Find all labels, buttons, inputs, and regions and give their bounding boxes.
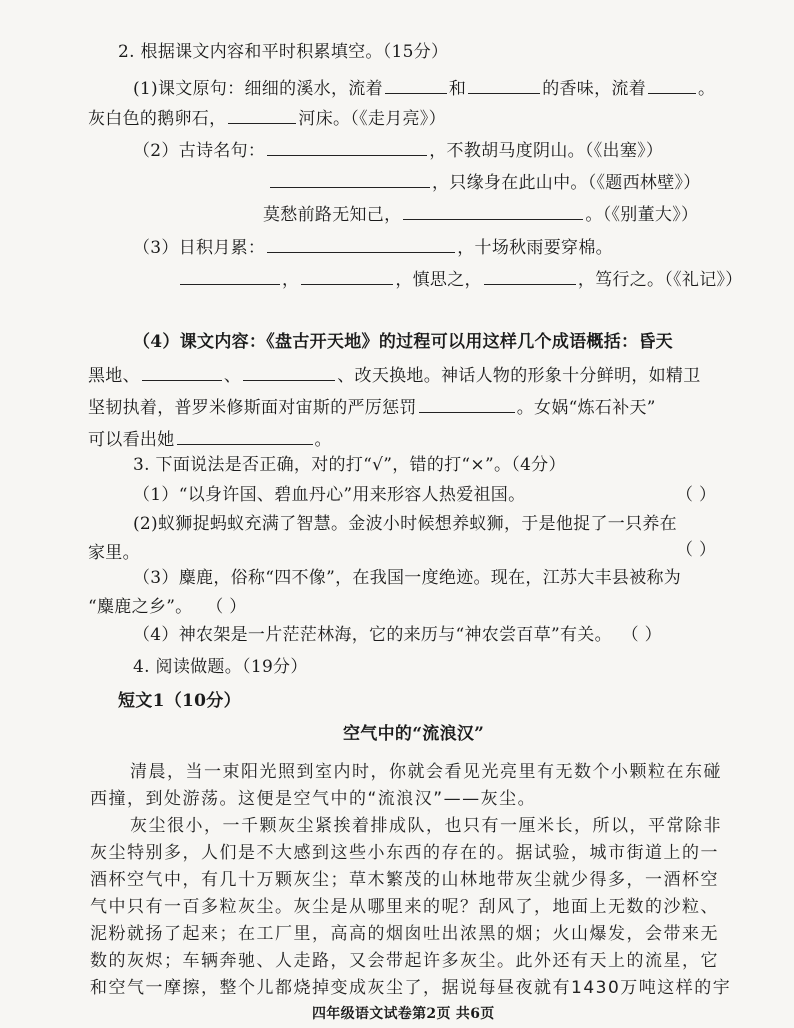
blank-stream-4[interactable] bbox=[228, 105, 296, 124]
blank-poem-2[interactable] bbox=[270, 169, 430, 188]
q2-part2-line1 bbox=[133, 137, 663, 163]
q2-p4-text-h: 。 bbox=[314, 430, 332, 450]
q2-p1-text-c: 的香味，流着 bbox=[542, 79, 647, 99]
q2-p2-text-b: ，不教胡马度阴山。（《出塞》） bbox=[429, 141, 664, 161]
q2-part1-line1 bbox=[133, 75, 715, 101]
q2-part4-line3 bbox=[88, 394, 656, 420]
q4-heading: 4. 阅读做题。（19分） bbox=[133, 657, 308, 677]
q2-p4-text-d: 、改天换地。神话人物的形象十分鲜明，如精卫 bbox=[337, 366, 701, 386]
blank-accum-3[interactable] bbox=[301, 266, 393, 285]
q3-answer-3[interactable]: （ ） bbox=[206, 597, 247, 617]
passage-line-9: 和空气一摩擦，整个儿都烧掉变成灰尘了，据说每昼夜就有1430万吨这样的宇 bbox=[90, 978, 732, 998]
q2-p3-text-e: ，笃行之。（《礼记》） bbox=[577, 270, 743, 290]
q2-part4-line4 bbox=[88, 426, 332, 452]
q3-answer-2[interactable]: （ ） bbox=[676, 540, 717, 560]
q2-part1-line2 bbox=[88, 105, 446, 131]
q2-part2-line2 bbox=[268, 169, 701, 195]
q2-p4-text-g: 可以看出她 bbox=[88, 430, 175, 450]
passage-line-1: 清晨，当一束阳光照到室内时，你就会看见光亮里有无数个小颗粒在东碰 bbox=[130, 762, 722, 782]
q2-p4-text-c: 、 bbox=[223, 366, 242, 386]
q2-p2-text-a: （2）古诗名句： bbox=[133, 141, 266, 161]
q3-s4-text: （4）神农架是一片茫茫林海，它的来历与“神农尝百草”有关。 bbox=[133, 625, 612, 645]
q2-p3-text-b: ，十场秋雨要穿棉。 bbox=[457, 238, 613, 258]
q2-p1-text-d: 。 bbox=[698, 79, 716, 99]
blank-stream-3[interactable] bbox=[648, 75, 696, 94]
q2-p4-text-e: 坚韧执着，普罗米修斯面对宙斯的严厉惩罚 bbox=[88, 398, 417, 418]
q2-p2-text-d: 莫愁前路无知己， bbox=[263, 205, 402, 225]
passage-label: 短文1（10分） bbox=[118, 691, 241, 711]
blank-accum-1[interactable] bbox=[267, 234, 455, 253]
q2-p3-text-c: ， bbox=[282, 270, 300, 290]
q2-part3-line1 bbox=[133, 234, 613, 260]
q3-statement-2b: 家里。 bbox=[88, 543, 140, 563]
q3-answer-4[interactable]: （ ） bbox=[621, 625, 662, 645]
passage-line-5: 酒杯空气中，有几十万颗灰尘；草木繁茂的山林地带灰尘就少得多，一酒杯空 bbox=[90, 870, 719, 890]
q2-p4-text-f: 。女娲“炼石补天” bbox=[516, 398, 656, 418]
q3-heading: 3. 下面说法是否正确，对的打“√”，错的打“×”。（4分） bbox=[133, 455, 566, 475]
q2-p2-text-e: 。（《别董大》） bbox=[585, 205, 699, 225]
passage-title: 空气中的“流浪汉” bbox=[343, 724, 485, 744]
q2-p3-text-a: （3）日积月累： bbox=[133, 238, 266, 258]
passage-line-3: 灰尘很小，一千颗灰尘紧挨着排成队，也只有一厘米长，所以，平常除非 bbox=[130, 816, 722, 836]
q2-p1-text-f: 河床。（《走月亮》） bbox=[298, 109, 446, 129]
blank-idiom-1[interactable] bbox=[142, 362, 222, 381]
page-footer: 四年级语文试卷第2页 共6页 bbox=[312, 1006, 495, 1022]
q2-p4-text-b: 黑地、 bbox=[88, 366, 140, 386]
q2-part2-line3 bbox=[263, 201, 698, 227]
q2-heading: 2. 根据课文内容和平时积累填空。（15分） bbox=[118, 42, 449, 62]
blank-nuwa[interactable] bbox=[177, 426, 313, 445]
blank-stream-1[interactable] bbox=[385, 75, 447, 94]
passage-line-2: 西撞，到处游荡。这便是空气中的“流浪汉”——灰尘。 bbox=[90, 789, 537, 809]
passage-line-6: 气中只有一百多粒灰尘。灰尘是从哪里来的呢？刮风了，地面上无数的沙粒、 bbox=[90, 897, 719, 917]
blank-poem-3[interactable] bbox=[403, 201, 583, 220]
q2-p2-text-c: ，只缘身在此山中。（《题西林壁》） bbox=[432, 173, 701, 193]
q3-s3b-text: “麋鹿之乡”。 bbox=[88, 597, 193, 617]
q3-statement-4 bbox=[133, 623, 662, 647]
blank-poem-1[interactable] bbox=[267, 137, 427, 156]
q2-part3-line2 bbox=[178, 266, 743, 292]
q3-statement-3b bbox=[88, 595, 247, 619]
q3-statement-2a: (2)蚁狮捉蚂蚁充满了智慧。金波小时候想养蚁狮，于是他捉了一只养在 bbox=[133, 514, 677, 534]
passage-line-4: 灰尘特别多，人们是不大感到这些小东西的存在的。据试验，城市街道上的一 bbox=[90, 843, 719, 863]
q3-answer-1[interactable]: （ ） bbox=[676, 485, 717, 505]
blank-stream-2[interactable] bbox=[468, 75, 540, 94]
blank-idiom-2[interactable] bbox=[243, 362, 335, 381]
blank-accum-4[interactable] bbox=[484, 266, 576, 285]
q3-statement-3a: （3）麋鹿，俗称“四不像”，在我国一度绝迹。现在，江苏大丰县被称为 bbox=[133, 568, 682, 588]
blank-prometheus[interactable] bbox=[419, 394, 515, 413]
q2-part4-line2 bbox=[88, 362, 701, 388]
q2-part4-line1: （4）课文内容：《盘古开天地》的过程可以用这样几个成语概括：昏天 bbox=[133, 332, 673, 352]
passage-line-7: 泥粉就扬了起来；在工厂里，高高的烟囱吐出浓黑的烟；火山爆发，会带来无 bbox=[90, 924, 719, 944]
q2-p1-text-a: (1)课文原句：细细的溪水，流着 bbox=[133, 79, 383, 99]
passage-line-8: 数的灰烬；车辆奔驰、人走路，又会带起许多灰尘。此外还有天上的流星，它 bbox=[90, 951, 719, 971]
q2-p1-text-e: 灰白色的鹅卵石， bbox=[88, 109, 227, 129]
q2-p3-text-d: ，慎思之， bbox=[395, 270, 482, 290]
blank-accum-2[interactable] bbox=[180, 266, 280, 285]
q3-statement-1: （1）“以身许国、碧血丹心”用来形容人热爱祖国。 bbox=[133, 485, 526, 505]
q2-p1-text-b: 和 bbox=[448, 79, 467, 99]
